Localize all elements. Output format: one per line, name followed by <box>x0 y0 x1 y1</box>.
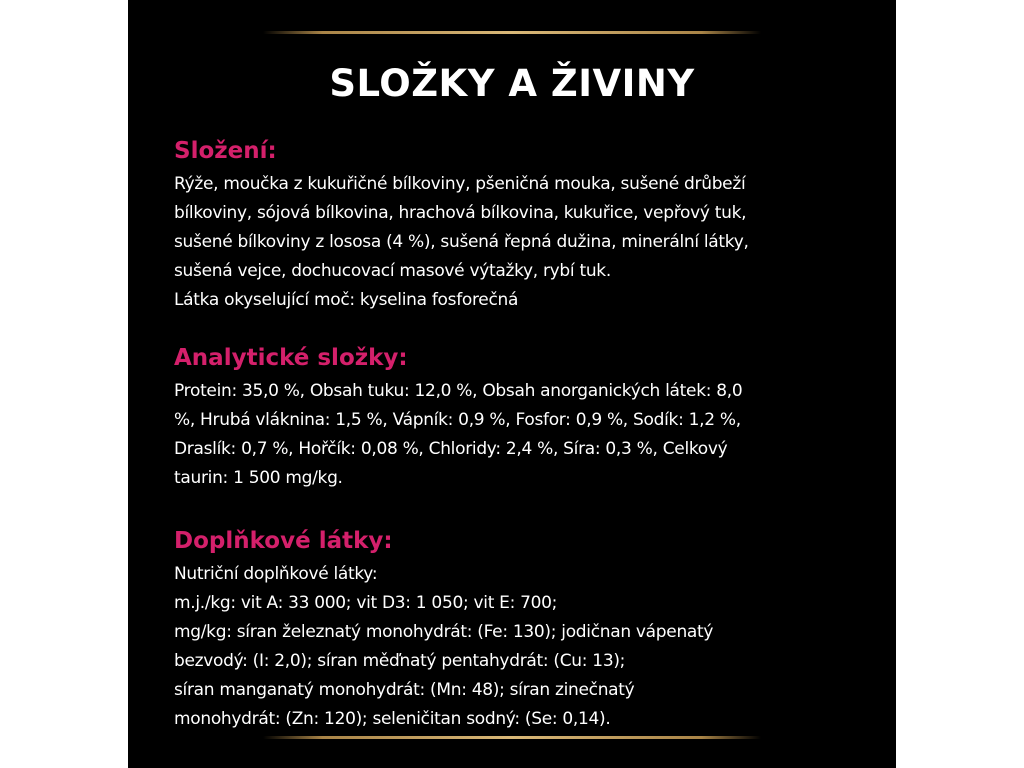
analytical-section <box>174 343 874 493</box>
additives-line: síran manganatý monohydrát: (Mn: 48); síran zinečnatý <box>174 680 635 700</box>
additives-line: monohydrát: (Zn: 120); seleničitan sodný: (Se: 0,14). <box>174 709 611 729</box>
analytical-line: Draslík: 0,7 %, Hořčík: 0,08 %, Chloridy: 2,4 %, Síra: 0,3 %, Celkový <box>174 439 728 459</box>
ingredients-line: Látka okyselující moč: kyselina fosforečná <box>174 290 519 310</box>
nutrition-panel <box>128 0 896 768</box>
additives-line: m.j./kg: vit A: 33 000; vit D3: 1 050; vit E: 700; <box>174 593 558 613</box>
ingredients-section <box>174 136 874 315</box>
analytical-line: taurin: 1 500 mg/kg. <box>174 468 343 488</box>
additives-heading: Doplňkové látky: <box>174 528 393 554</box>
ingredients-heading: Složení: <box>174 138 277 164</box>
additives-section <box>174 526 874 734</box>
bottom-divider <box>263 736 761 739</box>
additives-line: mg/kg: síran železnatý monohydrát: (Fe: 130); jodičnan vápenatý <box>174 622 714 642</box>
ingredients-line: bílkoviny, sójová bílkovina, hrachová bílkovina, kukuřice, vepřový tuk, <box>174 203 747 223</box>
analytical-heading: Analytické složky: <box>174 345 408 371</box>
additives-text <box>174 560 874 734</box>
ingredients-line: Rýže, moučka z kukuřičné bílkoviny, pšeničná mouka, sušené drůbeží <box>174 174 746 194</box>
analytical-line: %, Hrubá vláknina: 1,5 %, Vápník: 0,9 %, Fosfor: 0,9 %, Sodík: 1,2 %, <box>174 410 741 430</box>
ingredients-line: sušená vejce, dochucovací masové výtažky, rybí tuk. <box>174 261 611 281</box>
additives-line: bezvodý: (I: 2,0); síran měďnatý pentahydrát: (Cu: 13); <box>174 651 626 671</box>
ingredients-line: sušené bílkoviny z lososa (4 %), sušená řepná dužina, minerální látky, <box>174 232 749 252</box>
page-title: SLOŽKY A ŽIVINY <box>329 62 695 105</box>
ingredients-text <box>174 170 874 315</box>
analytical-line: Protein: 35,0 %, Obsah tuku: 12,0 %, Obsah anorganických látek: 8,0 <box>174 381 743 401</box>
additives-line: Nutriční doplňkové látky: <box>174 564 378 584</box>
analytical-text <box>174 377 874 493</box>
top-divider <box>263 31 761 34</box>
